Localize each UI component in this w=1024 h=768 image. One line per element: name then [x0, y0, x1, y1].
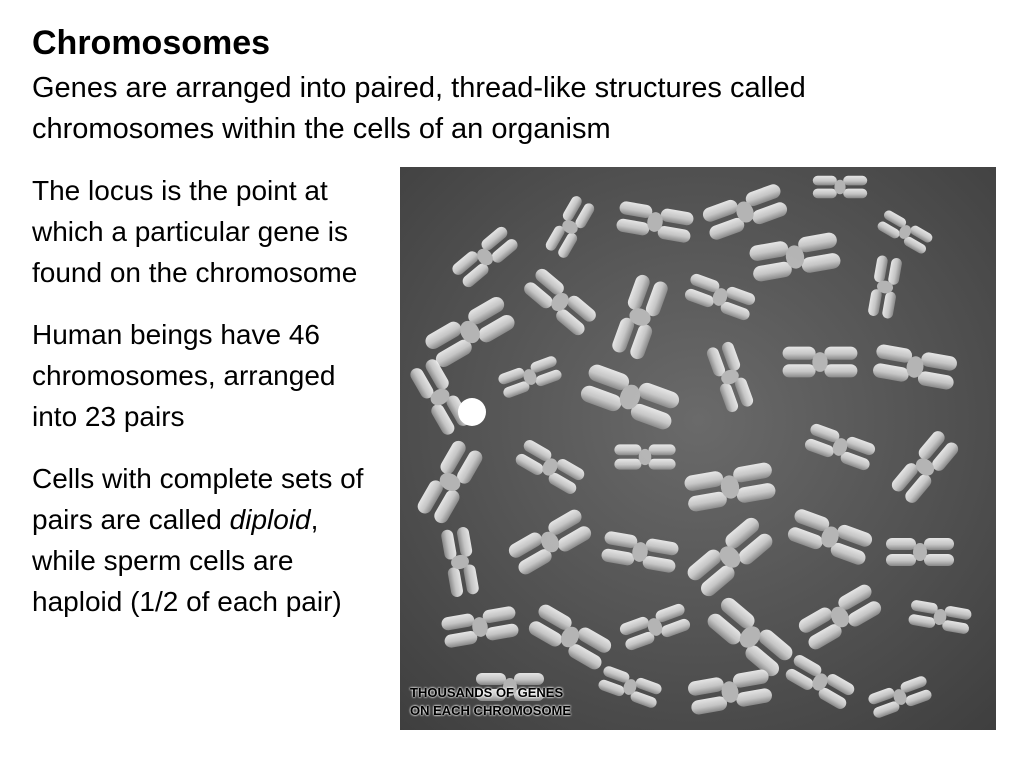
bullet-diploid-text-start: Cells with complete sets of pairs are called — [32, 463, 364, 535]
bright-spot — [458, 398, 486, 426]
chromosome-micrograph — [400, 167, 996, 730]
photo-caption-line-1: THOUSANDS OF GENES — [410, 685, 564, 700]
bullet-diploid — [32, 458, 382, 622]
photo-caption-line-2: ON EACH CHROMOSOME — [410, 703, 572, 718]
bullet-diploid-text-end: , while sperm cells are haploid (1/2 of each pair) — [32, 504, 342, 617]
chromosome-micrograph-image — [400, 167, 996, 730]
diploid-term: diploid — [229, 504, 311, 535]
bullet-human-chromosomes: Human beings have 46 chromosomes, arranged into 23 pairs — [32, 319, 336, 432]
slide-subtitle: Genes are arranged into paired, thread-like structures called chromosomes within the cells of an organism — [32, 72, 806, 145]
slide-title: Chromosomes — [32, 24, 271, 62]
bullet-list — [32, 170, 382, 643]
photo-caption — [410, 684, 571, 720]
bullet-locus: The locus is the point at which a particular gene is found on the chromosome — [32, 175, 358, 288]
